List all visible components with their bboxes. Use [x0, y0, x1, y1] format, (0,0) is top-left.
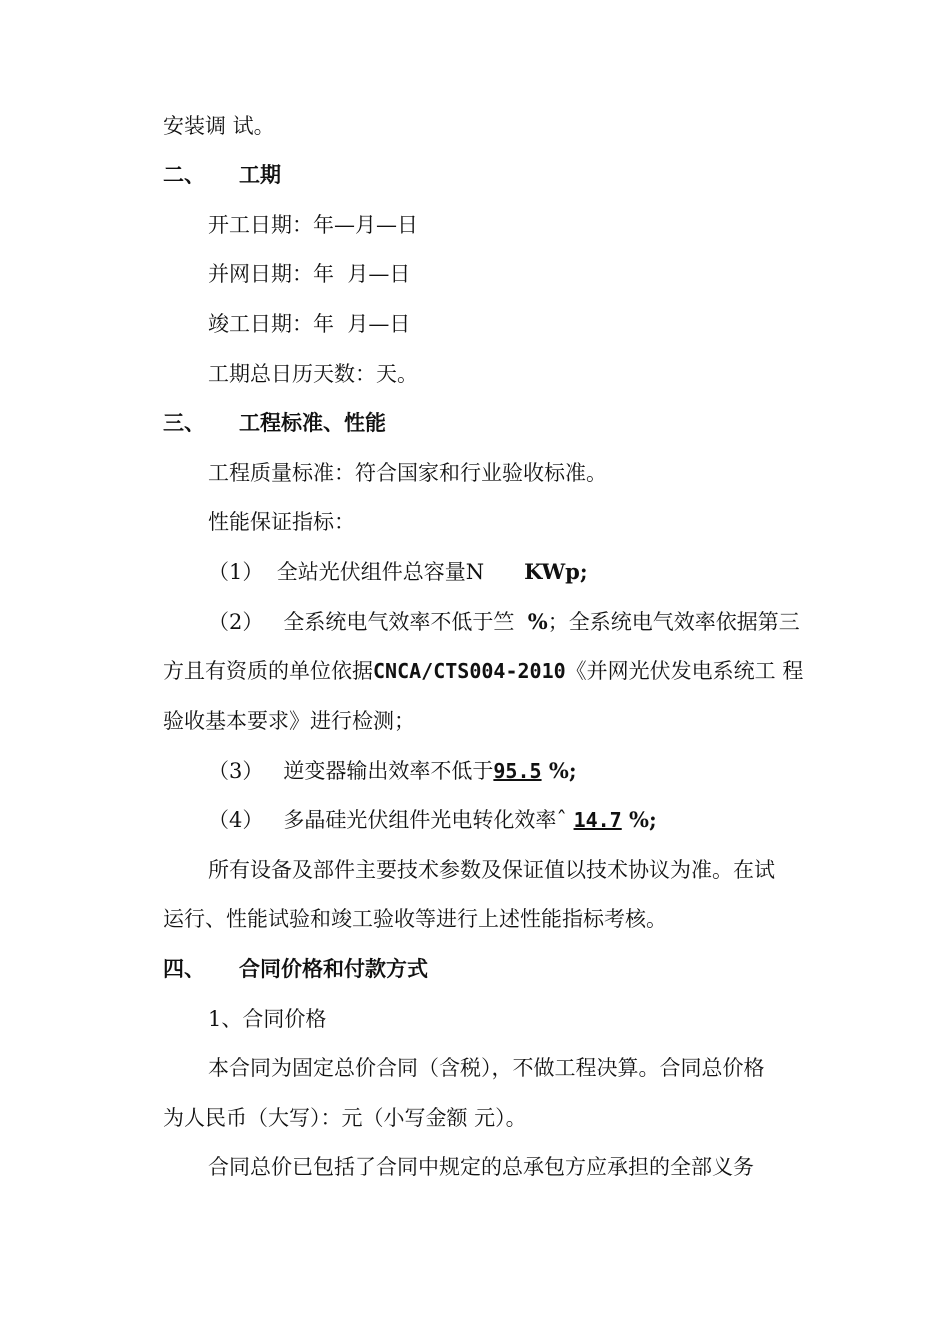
text-line [208, 806, 657, 834]
text-line: 运行、性能试验和竣工验收等进行上述性能指标考核。 [163, 907, 667, 931]
item-text: 《并网光伏发电系统工 程 [565, 659, 804, 683]
percent-sign: % [527, 609, 548, 634]
item-text: （1） 全站光伏组件总容量N [208, 560, 485, 584]
section-number: 四、 [163, 957, 205, 981]
text-line [163, 657, 803, 685]
item-text: （4） 多晶硅光伏组件光电转化效率ˆ [208, 808, 574, 832]
text-line: 开工日期：年—月—日 [208, 213, 418, 237]
standard-code: CNCA/CTS004-2010 [373, 659, 566, 683]
text-line: 合同总价已包括了合同中规定的总承包方应承担的全部义务 [208, 1155, 754, 1179]
text-line [208, 558, 588, 586]
section-heading-price [163, 955, 428, 983]
text-line: 为人民币（大写）：元（小写金额 元）。 [163, 1106, 527, 1130]
text-line [208, 757, 577, 785]
module-efficiency-value: 14.7 [573, 808, 622, 832]
text-line [208, 608, 800, 636]
section-number: 三、 [163, 411, 205, 435]
text-line: 安装调 试。 [163, 114, 275, 138]
section-title: 工程标准、性能 [239, 411, 386, 435]
item-text: （3） 逆变器输出效率不低于 [208, 759, 494, 783]
text-line: 工程质量标准：符合国家和行业验收标准。 [208, 461, 607, 485]
text-line: 所有设备及部件主要技术参数及保证值以技术协议为准。在试 [208, 858, 775, 882]
item-text: ；全系统电气效率依据第三 [547, 610, 800, 634]
inverter-efficiency-value: 95.5 [493, 759, 542, 783]
percent-sign: %; [621, 807, 657, 832]
text-line: 并网日期：年 月—日 [208, 262, 411, 286]
section-heading-standards [163, 409, 386, 437]
text-line: 验收基本要求》进行检测； [163, 709, 415, 733]
section-heading-schedule [163, 161, 281, 189]
item-text: （2） 全系统电气效率不低于竺 [208, 610, 528, 634]
percent-sign: %; [541, 758, 577, 783]
item-text: 方且有资质的单位依据 [163, 659, 373, 683]
text-line: 本合同为固定总价合同（含税），不做工程决算。合同总价格 [208, 1056, 765, 1080]
text-line: 性能保证指标： [208, 510, 355, 534]
section-title: 合同价格和付款方式 [239, 957, 428, 981]
text-line: 工期总日历天数：天。 [208, 362, 418, 386]
section-number: 二、 [163, 163, 205, 187]
text-line: 1、合同价格 [208, 1007, 327, 1031]
section-title: 工期 [239, 163, 281, 187]
unit-text: KWp; [524, 559, 588, 584]
text-line: 竣工日期：年 月—日 [208, 312, 411, 336]
